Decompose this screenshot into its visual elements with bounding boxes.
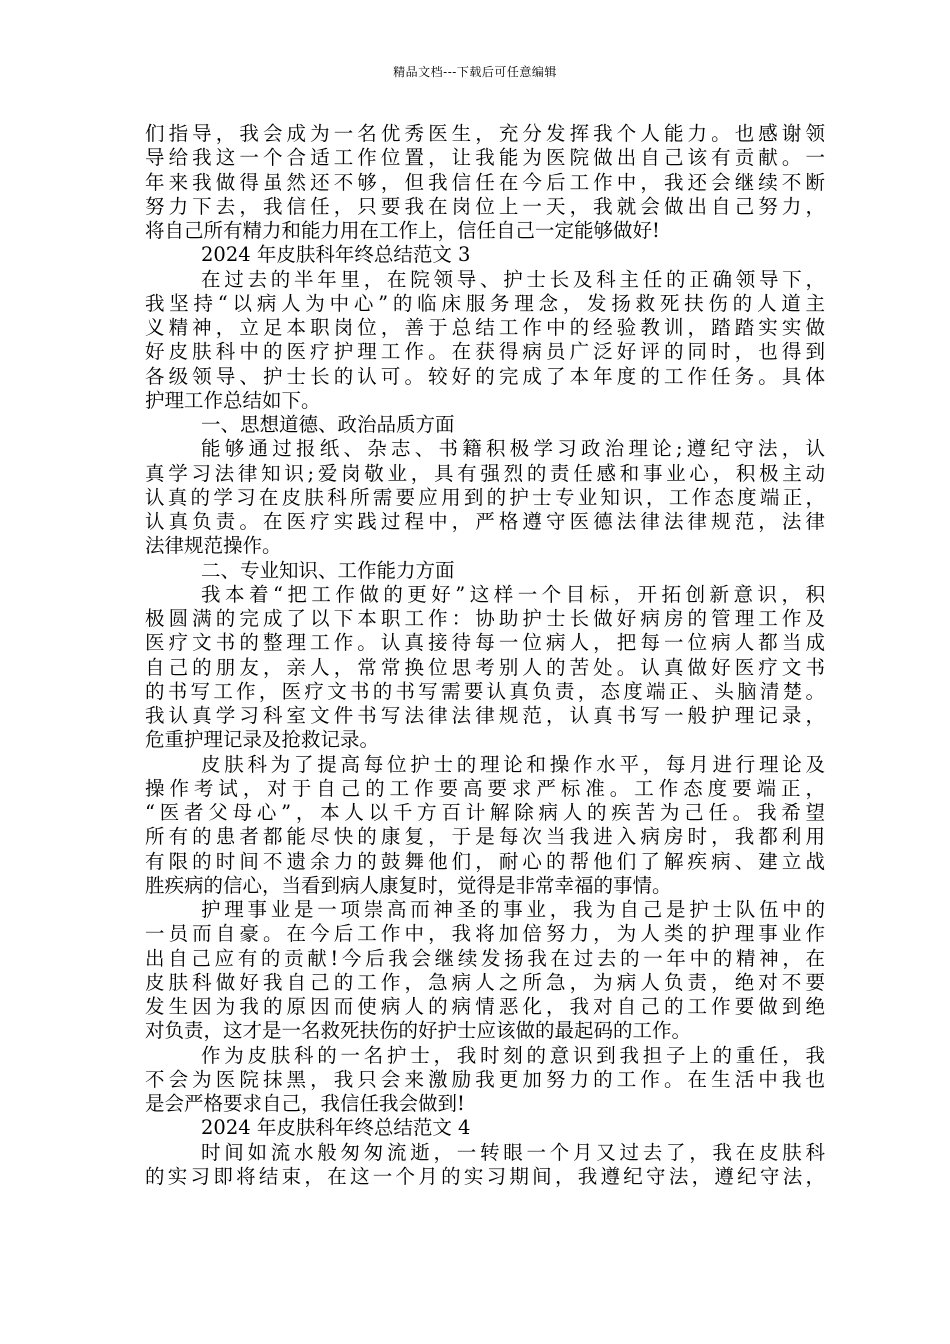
text-line: 极圆满的完成了以下本职工作：协助护士长做好病房的管理工作及	[145, 607, 825, 630]
document-body	[145, 122, 825, 1189]
text-line: 作为皮肤科的一名护士，我时刻的意识到我担子上的重任，我	[201, 1043, 825, 1067]
text-line: 的实习即将结束，在这一个月的实习期间，我遵纪守法，遵纪守法，	[145, 1164, 825, 1188]
text-line: 皮肤科做好我自己的工作，急病人之所急，为病人负责，绝对不要	[145, 970, 825, 994]
text-line: 医疗文书的整理工作。认真接待每一位病人，把每一位病人都当成	[145, 631, 825, 655]
text-line: 义精神，立足本职岗位，善于总结工作中的经验教训，踏踏实实做	[145, 316, 825, 339]
text-line: 认真负责。在医疗实践过程中，严格遵守医德法律法律规范，法律	[145, 510, 825, 533]
text-line: 危重护理记录及抢救记录。	[145, 728, 380, 752]
text-line: 各级领导、护士长的认可。较好的完成了本年度的工作任务。具体	[145, 364, 825, 388]
text-line: 护理工作总结如下。	[145, 388, 321, 412]
text-line: 胜疾病的信心，当看到病人康复时，觉得是非常幸福的事情。	[145, 873, 672, 897]
text-line: 护理事业是一项崇高而神圣的事业，我为自己是护士队伍中的	[201, 898, 825, 921]
text-line: 努力下去，我信任，只要我在岗位上一天，我就会做出自己努力，	[145, 194, 825, 218]
text-line: 操作考试，对于自己的工作要高要求严标准。工作态度要端正，	[145, 776, 825, 800]
text-line: 真学习法律知识;爱岗敬业，具有强烈的责任感和事业心，积极主动	[145, 461, 825, 485]
text-line: “医者父母心”，本人以千方百计解除病人的疾苦为己任。我希望	[145, 801, 825, 824]
text-line: 皮肤科为了提高每位护士的理论和操作水平，每月进行理论及	[201, 752, 825, 776]
text-line: 自己的朋友，亲人，常常换位思考别人的苦处。认真做好医疗文书	[145, 655, 825, 679]
text-line: 将自己所有精力和能力用在工作上，信任自己一定能够做好!	[145, 219, 660, 242]
text-line: 对负责，这才是一名救死扶伤的好护士应该做的最起码的工作。	[145, 1019, 692, 1043]
text-line: 一员而自豪。在今后工作中，我将加倍努力，为人类的护理事业作	[145, 922, 825, 946]
text-line: 出自己应有的贡献!今后我会继续发扬我在过去的一年中的精神，在	[145, 946, 825, 970]
text-line: 年来我做得虽然还不够，但我信任在今后工作中，我还会继续不断	[145, 170, 825, 194]
text-line: 2024 年皮肤科年终总结范文 3	[201, 243, 471, 267]
text-line: 是会严格要求自己，我信任我会做到!	[145, 1092, 465, 1115]
text-line: 我本着“把工作做的更好”这样一个目标，开拓创新意识，积	[201, 582, 825, 606]
text-line: 好皮肤科中的医疗护理工作。在获得病员广泛好评的同时，也得到	[145, 340, 825, 364]
text-line: 认真的学习在皮肤科所需要应用到的护士专业知识，工作态度端正，	[145, 485, 825, 509]
page-header: 精品文档---下载后可任意编辑	[393, 65, 557, 79]
text-line: 法律规范操作。	[145, 534, 282, 558]
text-line: 我认真学习科室文件书写法律法律规范，认真书写一般护理记录，	[145, 704, 825, 727]
text-line: 们指导，我会成为一名优秀医生，充分发挥我个人能力。也感谢领	[145, 122, 825, 145]
text-line: 一、思想道德、政治品质方面	[201, 413, 455, 436]
text-line: 所有的患者都能尽快的康复，于是每次当我进入病房时，我都利用	[145, 825, 825, 849]
text-line: 二、专业知识、工作能力方面	[201, 558, 455, 582]
text-line: 时间如流水般匆匆流逝，一转眼一个月又过去了，我在皮肤科	[201, 1140, 825, 1164]
text-line: 的书写工作，医疗文书的书写需要认真负责，态度端正、头脑清楚。	[145, 679, 825, 703]
text-line: 导给我这一个合适工作位置，让我能为医院做出自己该有贡献。一	[145, 146, 825, 170]
text-line: 能够通过报纸、杂志、书籍积极学习政治理论;遵纪守法，认	[201, 437, 825, 461]
text-line: 2024 年皮肤科年终总结范文 4	[201, 1116, 471, 1140]
text-line: 在过去的半年里，在院领导、护士长及科主任的正确领导下，	[201, 267, 825, 291]
text-line: 有限的时间不遗余力的鼓舞他们，耐心的帮他们了解疾病、建立战	[145, 849, 825, 873]
text-line: 发生因为我的原因而使病人的病情恶化，我对自己的工作要做到绝	[145, 995, 825, 1018]
text-line: 我坚持“以病人为中心”的临床服务理念，发扬救死扶伤的人道主	[145, 291, 825, 315]
text-line: 不会为医院抹黑，我只会来激励我更加努力的工作。在生活中我也	[145, 1067, 825, 1091]
